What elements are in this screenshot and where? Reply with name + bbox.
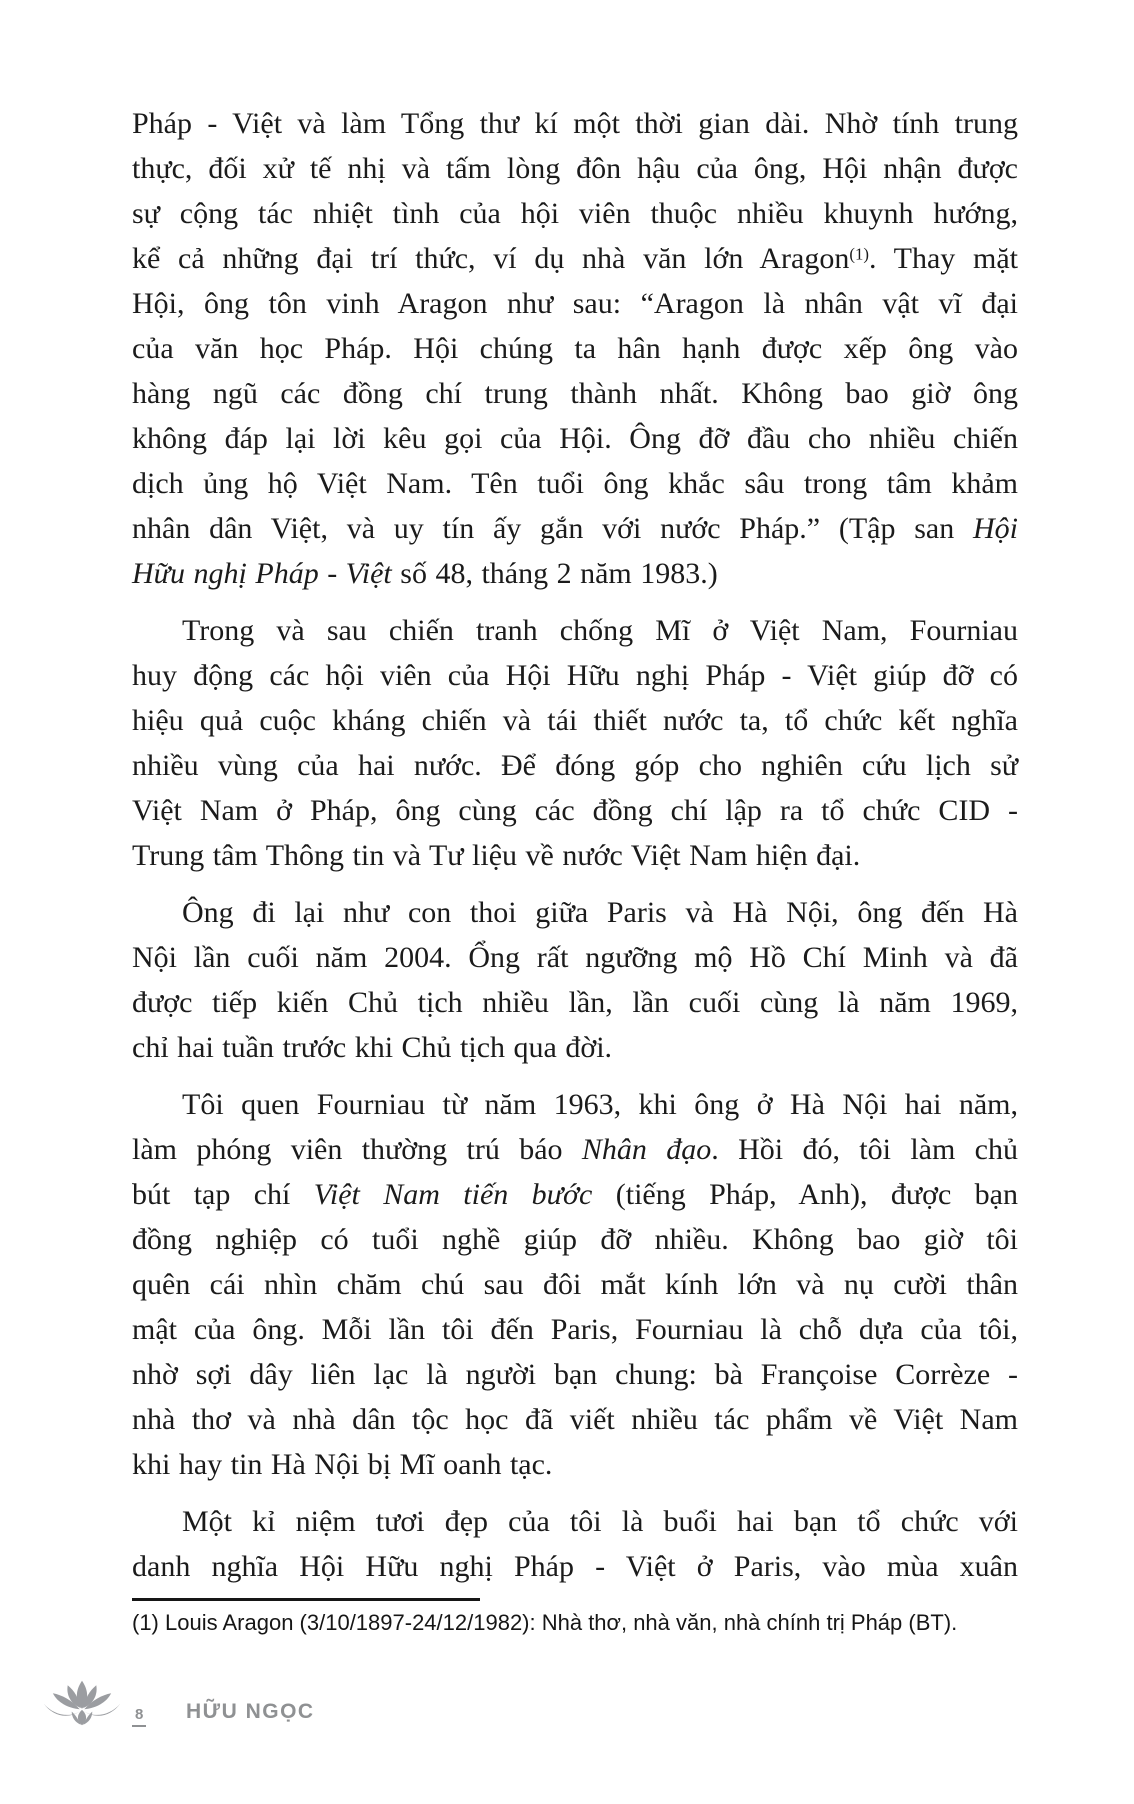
text-line: Trong và sau chiến tranh chống Mĩ ở Việt Nam, Fourniau bbox=[182, 614, 1018, 647]
text-line: dịch ủng hộ Việt Nam. Tên tuổi ông khắc sâu trong tâm khảm bbox=[132, 467, 1018, 500]
text-line: chỉ hai tuần trước khi Chủ tịch qua đời. bbox=[132, 1031, 613, 1064]
text-line: thực, đối xử tế nhị và tấm lòng đôn hậu của ông, Hội nhận được bbox=[132, 152, 1018, 185]
text-line: Hữu nghị Pháp - Việt số 48, tháng 2 năm 1983.) bbox=[132, 557, 718, 590]
page-footer bbox=[0, 1668, 1134, 1768]
author-name: HỮU NGỌC bbox=[186, 1700, 315, 1723]
text-line: danh nghĩa Hội Hữu nghị Pháp - Việt ở Paris, vào mùa xuân bbox=[132, 1550, 1018, 1583]
footnote-divider bbox=[132, 1598, 480, 1601]
text-line: hiệu quả cuộc kháng chiến và tái thiết nước ta, tổ chức kết nghĩa bbox=[132, 704, 1018, 737]
text-line: làm phóng viên thường trú báo Nhân đạo. Hồi đó, tôi làm chủ bbox=[132, 1133, 1018, 1166]
paragraph bbox=[132, 1082, 1018, 1487]
paragraph bbox=[132, 890, 1018, 1070]
text-line: mật của ông. Mỗi lần tôi đến Paris, Fourniau là chỗ dựa của tôi, bbox=[132, 1313, 1018, 1346]
paragraph bbox=[132, 1499, 1018, 1589]
text-line: bút tạp chí Việt Nam tiến bước (tiếng Pháp, Anh), được bạn bbox=[132, 1178, 1018, 1211]
text-line: Nội lần cuối năm 2004. Ổng rất ngưỡng mộ Hồ Chí Minh và đã bbox=[132, 941, 1018, 974]
text-line: của văn học Pháp. Hội chúng ta hân hạnh được xếp ông vào bbox=[132, 332, 1018, 365]
paragraph bbox=[132, 101, 1018, 596]
text-line: Trung tâm Thông tin và Tư liệu về nước Việt Nam hiện đại. bbox=[132, 839, 861, 872]
text-line: Một kỉ niệm tươi đẹp của tôi là buổi hai bạn tổ chức với bbox=[182, 1505, 1018, 1538]
text-line: không đáp lại lời kêu gọi của Hội. Ông đỡ đầu cho nhiều chiến bbox=[132, 422, 1018, 455]
text-line: nhà thơ và nhà dân tộc học đã viết nhiều tác phẩm về Việt Nam bbox=[132, 1403, 1018, 1436]
footnote-reference: (1) bbox=[849, 244, 869, 264]
body-text bbox=[132, 101, 1018, 1601]
text-line: kể cả những đại trí thức, ví dụ nhà văn lớn Aragon$^{(1)}$. Thay mặt bbox=[132, 242, 1018, 275]
text-line: sự cộng tác nhiệt tình của hội viên thuộc nhiều khuynh hướng, bbox=[132, 197, 1018, 230]
text-line: được tiếp kiến Chủ tịch nhiều lần, lần cuối cùng là năm 1969, bbox=[132, 986, 1018, 1019]
footnote-text: (1) Louis Aragon (3/10/1897-24/12/1982): Nhà thơ, nhà văn, nhà chính trị Pháp (BT). bbox=[132, 1610, 958, 1635]
text-line: nhân dân Việt, và uy tín ấy gắn với nước Pháp.” (Tập san Hội bbox=[132, 512, 1018, 545]
text-line: quên cái nhìn chăm chú sau đôi mắt kính lớn và nụ cười thân bbox=[132, 1268, 1018, 1301]
page-number: 8 bbox=[132, 1706, 146, 1727]
text-line: nhờ sợi dây liên lạc là người bạn chung: bà Françoise Corrèze - bbox=[132, 1358, 1018, 1391]
text-line: khi hay tin Hà Nội bị Mĩ oanh tạc. bbox=[132, 1448, 553, 1481]
text-line: Pháp - Việt và làm Tổng thư kí một thời gian dài. Nhờ tính trung bbox=[132, 107, 1018, 140]
text-line: Việt Nam ở Pháp, ông cùng các đồng chí lập ra tổ chức CID - bbox=[132, 794, 1018, 827]
text-line: Ông đi lại như con thoi giữa Paris và Hà Nội, ông đến Hà bbox=[182, 896, 1018, 929]
text-line: huy động các hội viên của Hội Hữu nghị Pháp - Việt giúp đỡ có bbox=[132, 659, 1018, 692]
publisher-lotus-icon bbox=[42, 1674, 122, 1732]
text-line: Hội, ông tôn vinh Aragon như sau: “Aragon là nhân vật vĩ đại bbox=[132, 287, 1018, 320]
text-line: nhiều vùng của hai nước. Để đóng góp cho nghiên cứu lịch sử bbox=[132, 749, 1018, 782]
text-line: đồng nghiệp có tuổi nghề giúp đỡ nhiều. Không bao giờ tôi bbox=[132, 1223, 1018, 1256]
text-line: Tôi quen Fourniau từ năm 1963, khi ông ở Hà Nội hai năm, bbox=[182, 1088, 1018, 1121]
text-line: hàng ngũ các đồng chí trung thành nhất. Không bao giờ ông bbox=[132, 377, 1018, 410]
paragraph bbox=[132, 608, 1018, 878]
